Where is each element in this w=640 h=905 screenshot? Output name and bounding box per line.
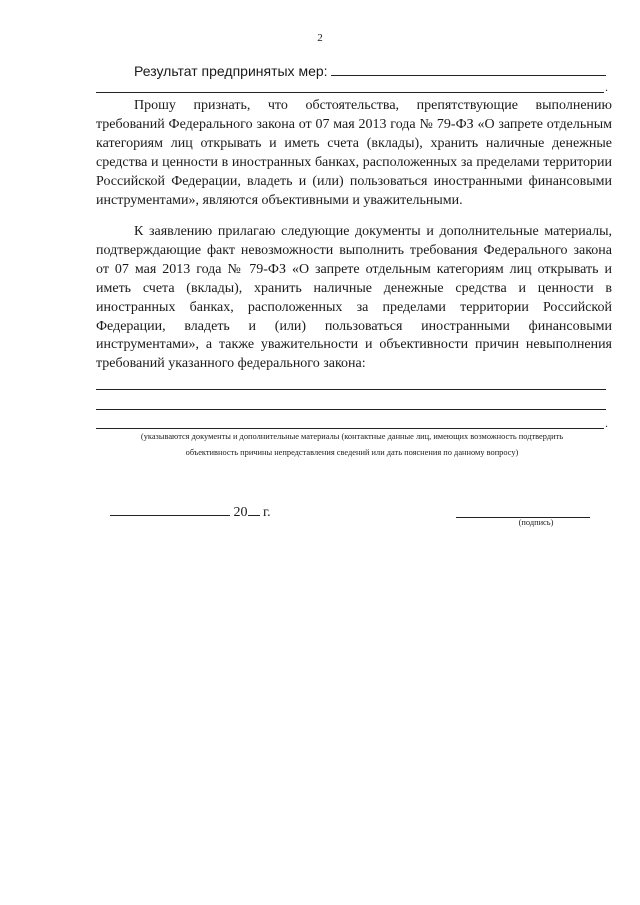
year-suffix: г. <box>263 505 271 520</box>
result-field <box>134 63 606 79</box>
attached-documents-paragraph: К заявлению прилагаю следующие документы и дополнительные материалы, подтверждающие факт невозможности выполнить требования Федерального закона от 07 мая 2013 года № 79-ФЗ «О запрете отдельным категориям лиц открывать и иметь счета (вклады), хранить наличные денежные средства и ценности в иностранных банках, расположенных за пределами территории Российской Федерации, владеть и (или) пользоваться иностранными финансовыми инструментами», а также уважительности и объективности причин невыполнения требований указанного федерального закона: <box>96 224 612 372</box>
page-number: 2 <box>317 32 323 44</box>
documents-line-2 <box>96 409 606 410</box>
result-label: Результат предпринятых мер: <box>134 63 328 79</box>
documents-caption-line-2: объективность причины непредставления сведений или дать пояснения по данному вопросу) <box>185 448 519 457</box>
result-continuation-line <box>96 92 604 93</box>
result-input-line <box>331 63 606 76</box>
documents-caption-line-1: (указываются документы и дополнительные материалы (контактные данные лиц, имеющих возможность подтвердить <box>140 432 564 441</box>
result-trailing-mark: . <box>605 80 608 94</box>
year-prefix: 20 <box>233 505 248 520</box>
year-blank <box>248 503 260 516</box>
date-field <box>110 503 271 521</box>
signature-caption: (подпись) <box>518 518 554 527</box>
documents-trailing-mark: . <box>605 416 608 430</box>
documents-line-1 <box>96 389 606 390</box>
date-blank <box>110 503 230 516</box>
recognition-request-paragraph: Прошу признать, что обстоятельства, препятствующие выполнению требований Федерального закона от 07 мая 2013 года № 79-ФЗ «О запрете отдельным категориям лиц открывать и иметь счета (вклады), хранить наличные денежные средства и ценности в иностранных банках, расположенных за пределами территории Российской Федерации, владеть и (или) пользоваться иностранными финансовыми инструментами», являются объективными и уважительными. <box>96 98 612 208</box>
